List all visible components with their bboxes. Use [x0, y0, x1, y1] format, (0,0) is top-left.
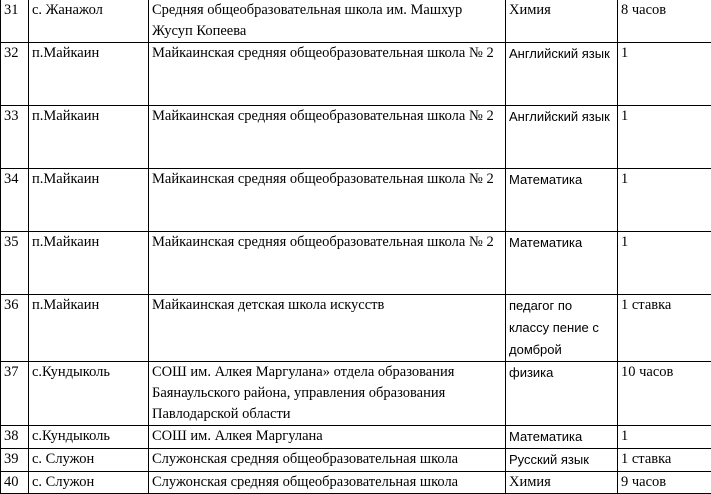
row-number: 39 [1, 449, 29, 472]
hours-cell: 1 [618, 232, 711, 295]
hours-cell: 1 [618, 426, 711, 449]
subject-cell [506, 169, 618, 232]
subject-text: Английский язык [509, 46, 610, 61]
table-row [1, 0, 711, 43]
subject-cell: Химия [506, 0, 618, 43]
school-cell: Служонская средняя общеобразовательная школа [149, 449, 506, 472]
subject-text: физика [509, 365, 553, 380]
table-row [1, 43, 711, 106]
school-cell: Майкаинская средняя общеобразовательная школа № 2 [149, 169, 506, 232]
hours-cell: 1 [618, 43, 711, 106]
row-number: 32 [1, 43, 29, 106]
school-cell: СОШ им. Алкея Маргулана» отдела образования Баянаульского района, управления образования Павлодарской области [149, 362, 506, 426]
row-number: 37 [1, 362, 29, 426]
subject-cell [506, 362, 618, 426]
table-row [1, 169, 711, 232]
row-number: 33 [1, 106, 29, 169]
subject-text: Математика [509, 172, 582, 187]
school-cell: СОШ им. Алкея Маргулана [149, 426, 506, 449]
hours-cell: 9 часов [618, 472, 711, 494]
school-cell: Майкаинская средняя общеобразовательная школа № 2 [149, 43, 506, 106]
row-number: 35 [1, 232, 29, 295]
location-cell: с. Служон [29, 472, 149, 494]
row-number: 31 [1, 0, 29, 43]
hours-cell: 1 [618, 169, 711, 232]
subject-cell [506, 43, 618, 106]
location-cell: с.Кундыколь [29, 426, 149, 449]
table-row [1, 426, 711, 449]
table-row [1, 472, 711, 494]
subject-text: Русский язык [509, 452, 589, 467]
school-cell: Майкаинская средняя общеобразовательная школа № 2 [149, 106, 506, 169]
subject-text: Математика [509, 235, 582, 250]
table-row [1, 232, 711, 295]
subject-cell [506, 232, 618, 295]
location-cell: п.Майкаин [29, 295, 149, 362]
table-row [1, 449, 711, 472]
hours-cell: 1 ставка [618, 295, 711, 362]
subject-cell [506, 106, 618, 169]
row-number: 36 [1, 295, 29, 362]
row-number: 40 [1, 472, 29, 494]
subject-cell: Химия [506, 472, 618, 494]
subject-cell [506, 295, 618, 362]
school-cell: Майкаинская средняя общеобразовательная школа № 2 [149, 232, 506, 295]
subject-cell [506, 449, 618, 472]
subject-cell [506, 426, 618, 449]
location-cell: п.Майкаин [29, 169, 149, 232]
school-cell: Майкаинская детская школа искусств [149, 295, 506, 362]
row-number: 38 [1, 426, 29, 449]
location-cell: п.Майкаин [29, 43, 149, 106]
hours-cell: 8 часов [618, 0, 711, 43]
school-cell: Средняя общеобразовательная школа им. Машхур Жусуп Копеева [149, 0, 506, 43]
hours-cell: 1 [618, 106, 711, 169]
subject-text: педагог по классу пение с домброй [509, 298, 599, 357]
subject-text: Английский язык [509, 109, 610, 124]
location-cell: п.Майкаин [29, 232, 149, 295]
row-number: 34 [1, 169, 29, 232]
location-cell: с. Служон [29, 449, 149, 472]
subject-text: Математика [509, 429, 582, 444]
location-cell: с.Кундыколь [29, 362, 149, 426]
table-row [1, 362, 711, 426]
location-cell: с. Жанажол [29, 0, 149, 43]
hours-cell: 1 ставка [618, 449, 711, 472]
hours-cell: 10 часов [618, 362, 711, 426]
table-row [1, 106, 711, 169]
school-cell: Служонская средняя общеобразовательная школа [149, 472, 506, 494]
location-cell: п.Майкаин [29, 106, 149, 169]
table-row [1, 295, 711, 362]
